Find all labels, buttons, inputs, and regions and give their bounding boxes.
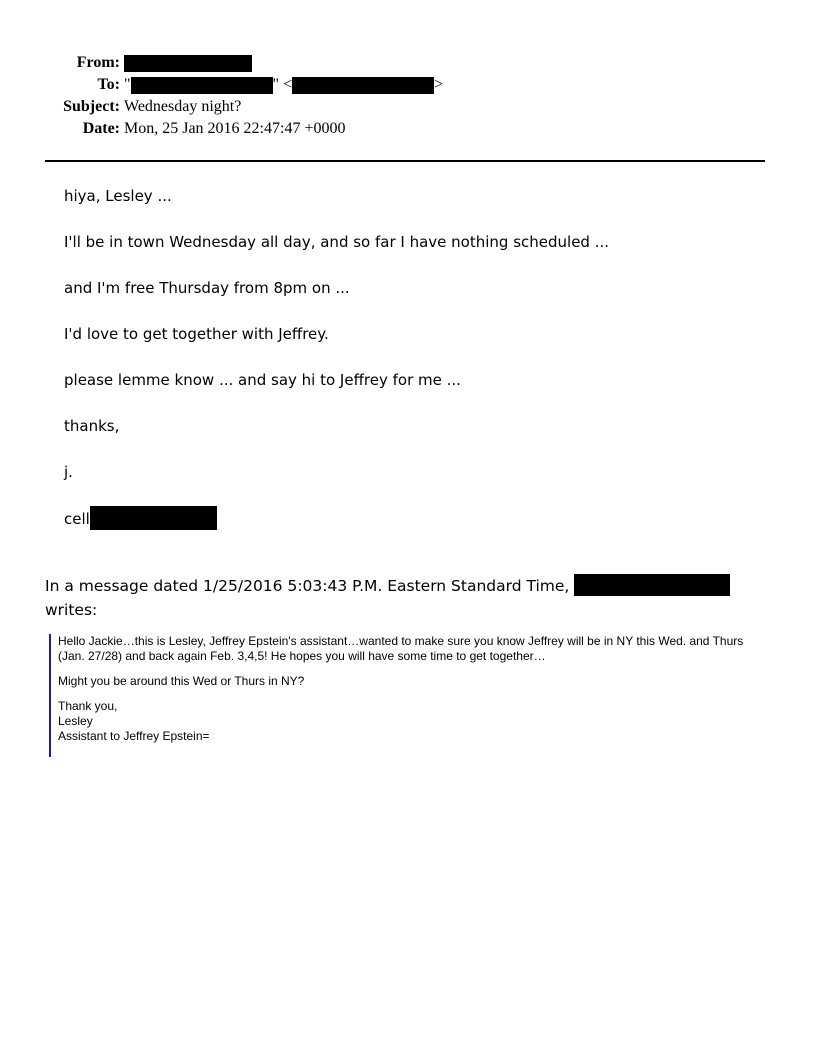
body-line: I'll be in town Wednesday all day, and so far I have nothing scheduled ... [64, 233, 610, 251]
signature: j. [64, 463, 73, 481]
quote-intro [45, 574, 765, 622]
quoted-paragraph: Might you be around this Wed or Thurs in NY? [58, 674, 305, 688]
subject-value: Wednesday night? [124, 98, 242, 115]
to-close: > [434, 76, 444, 93]
quote-intro-writes: writes: [45, 601, 98, 619]
from-label: From: [76, 54, 120, 71]
to-row [0, 74, 816, 96]
signoff: thanks, [64, 417, 120, 435]
email-header [0, 52, 816, 140]
body-line: I'd love to get together with Jeffrey. [64, 325, 329, 343]
quoted-closing: Lesley [58, 714, 93, 728]
from-value [124, 52, 252, 74]
from-row [0, 52, 816, 74]
redaction-box [292, 77, 434, 94]
redaction-box [574, 574, 730, 596]
body-line: and I'm free Thursday from 8pm on ... [64, 279, 350, 297]
quoted-closing: Assistant to Jeffrey Epstein= [58, 729, 210, 743]
to-label: To: [97, 76, 120, 93]
quote-intro-text: In a message dated 1/25/2016 5:03:43 P.M. Eastern Standard Time, [45, 577, 575, 595]
date-row [0, 118, 816, 140]
to-value [124, 74, 443, 96]
to-open-quote: " [124, 76, 131, 93]
redaction-box [90, 506, 217, 530]
message-body [64, 184, 764, 552]
quoted-message [49, 634, 769, 757]
quoted-closing: Thank you, [58, 699, 118, 713]
header-divider [45, 160, 765, 162]
cell-line [64, 506, 764, 552]
quoted-paragraph: Hello Jackie…this is Lesley, Jeffrey Epstein's assistant…wanted to make sure you know Jeffrey will be in NY this Wed. and Thurs (Jan. 27/28) and back again Feb. 3,4,5! He hopes you will have some time to get together… [58, 634, 744, 663]
date-label: Date: [82, 120, 120, 137]
to-mid: " < [272, 76, 293, 93]
cell-label: cell [64, 510, 90, 528]
quote-intro-line [45, 574, 765, 598]
redaction-box [124, 55, 252, 72]
subject-row [0, 96, 816, 118]
body-line: please lemme know ... and say hi to Jeffrey for me ... [64, 371, 461, 389]
redaction-box [131, 77, 273, 94]
date-value: Mon, 25 Jan 2016 22:47:47 +0000 [124, 120, 346, 137]
subject-label: Subject: [63, 98, 120, 115]
greeting: hiya, Lesley ... [64, 187, 172, 205]
